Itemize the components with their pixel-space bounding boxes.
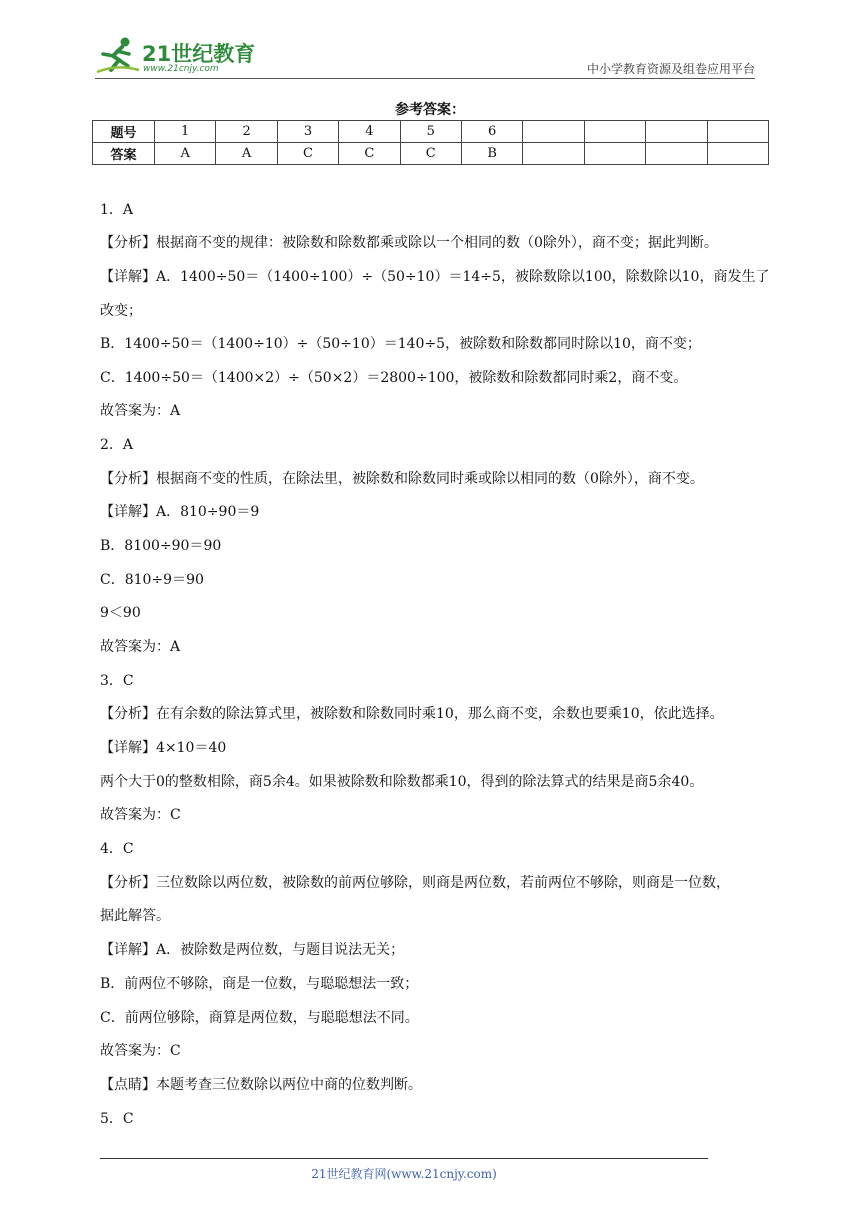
q3-explanation: 两个大于0的整数相除，商5余4。如果被除数和除数都乘10，得到的除法算式的结果是商5余40。 [100, 774, 704, 790]
q4-heading: 4．C [100, 841, 134, 857]
logo [95, 36, 265, 80]
answer-cell: A [155, 143, 216, 165]
q3-heading: 3．C [100, 673, 134, 689]
platform-name: 中小学教育资源及组卷应用平台 [586, 62, 755, 76]
page-header [95, 36, 755, 80]
question-number-cell [523, 121, 584, 143]
q4-answer: 故答案为：C [100, 1043, 181, 1059]
footer-text: 21世纪教育网(www.21cnjy.com) [311, 1167, 497, 1181]
question-number-cell: 2 [216, 121, 277, 143]
q1-answer: 故答案为：A [100, 403, 181, 419]
q5-heading: 5．C [100, 1111, 134, 1127]
answer-cell: B [461, 143, 522, 165]
logo-url: www.21cnjy.com [143, 64, 219, 74]
answer-title: 参考答案： [395, 102, 465, 118]
question-number-cell [707, 121, 768, 143]
q1-detail-cont: 改变； [100, 303, 142, 319]
answer-cell [584, 143, 645, 165]
answer-table [92, 120, 769, 165]
answer-cell: C [339, 143, 400, 165]
answer-cell: C [400, 143, 461, 165]
q2-analysis: 【分析】根据商不变的性质，在除法里，被除数和除数同时乘或除以相同的数（0除外），商不变。 [100, 471, 704, 487]
q2-answer: 故答案为：A [100, 639, 181, 655]
q1-analysis: 【分析】根据商不变的规律：被除数和除数都乘或除以一个相同的数（0除外），商不变；据此判断。 [100, 235, 718, 251]
answer-row [93, 143, 769, 165]
question-number-cell: 1 [155, 121, 216, 143]
q2-detail: 【详解】A．810÷90＝9 [100, 504, 260, 520]
row-label-answer: 答案 [93, 143, 155, 165]
q4-analysis: 【分析】三位数除以两位数，被除数的前两位够除，则商是两位数，若前两位不够除，则商是一位数， [100, 875, 730, 891]
answer-cell [523, 143, 584, 165]
q4-option-c: C．前两位够除，商算是两位数，与聪聪想法不同。 [100, 1010, 419, 1026]
q4-comment: 【点睛】本题考查三位数除以两位中商的位数判断。 [100, 1077, 422, 1093]
q1-detail: 【详解】A．1400÷50＝（1400÷100）÷（50÷10）＝14÷5，被除数除以100，除数除以10，商发生了 [100, 269, 770, 285]
q1-option-b: B．1400÷50＝（1400÷10）÷（50÷10）＝140÷5，被除数和除数都同时除以10，商不变； [100, 336, 701, 352]
row-label-number: 题号 [93, 121, 155, 143]
q2-option-c: C．810÷9＝90 [100, 572, 204, 588]
question-number-cell: 6 [461, 121, 522, 143]
answer-cell: A [216, 143, 277, 165]
q4-analysis-cont: 据此解答。 [100, 908, 170, 924]
q3-detail: 【详解】4×10＝40 [100, 740, 227, 756]
runner-logo-icon [95, 36, 141, 76]
q1-option-c: C．1400÷50＝（1400×2）÷（50×2）＝2800÷100，被除数和除数都同时乘2，商不变。 [100, 370, 688, 386]
question-number-cell: 5 [400, 121, 461, 143]
q1-heading: 1．A [100, 202, 134, 218]
footer-divider [100, 1158, 708, 1159]
q2-heading: 2．A [100, 437, 134, 453]
q4-detail: 【详解】A．被除数是两位数，与题目说法无关； [100, 942, 405, 958]
q2-option-b: B．8100÷90＝90 [100, 538, 222, 554]
q2-comparison: 9＜90 [100, 605, 141, 621]
answer-cell [707, 143, 768, 165]
question-number-cell [584, 121, 645, 143]
header-divider [95, 78, 755, 79]
q4-option-b: B．前两位不够除，商是一位数，与聪聪想法一致； [100, 976, 419, 992]
question-number-cell: 4 [339, 121, 400, 143]
answer-cell [646, 143, 707, 165]
q3-analysis: 【分析】在有余数的除法算式里，被除数和除数同时乘10，那么商不变，余数也要乘10，依此选择。 [100, 706, 724, 722]
q3-answer: 故答案为：C [100, 807, 181, 823]
question-number-cell [646, 121, 707, 143]
answer-cell: C [277, 143, 338, 165]
question-number-row [93, 121, 769, 143]
question-number-cell: 3 [277, 121, 338, 143]
logo-text: 21世纪教育 [142, 42, 256, 66]
